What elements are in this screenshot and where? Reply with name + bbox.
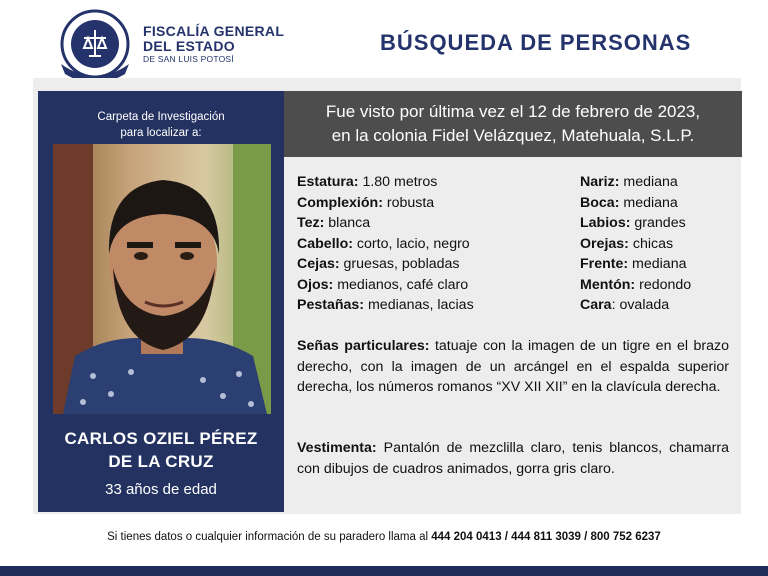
attributes-right [580, 172, 691, 316]
attr-label: Cara [580, 297, 612, 313]
attr-row [580, 193, 691, 214]
attr-row [297, 172, 474, 193]
attr-value: corto, lacio, negro [356, 235, 470, 252]
last-seen-banner [284, 91, 742, 157]
bottom-bar [0, 566, 768, 576]
carpeta-line-2: para localizar a: [120, 127, 202, 139]
attr-label: Ojos: [297, 276, 334, 293]
contact-footer [0, 531, 768, 543]
attr-value: mediana [623, 194, 678, 211]
attr-label: Labios: [580, 215, 631, 231]
attr-row [297, 234, 474, 255]
attr-label: Cabello: [297, 235, 353, 252]
attr-label: Tez: [297, 215, 325, 231]
attr-row [297, 254, 474, 275]
attr-value: mediana [623, 174, 678, 190]
attr-label: Complexión: [297, 194, 383, 211]
attr-value: medianos, café claro [337, 276, 469, 293]
attr-row [297, 193, 474, 214]
org-line-2: DEL ESTADO [143, 38, 235, 54]
attr-value: : ovalada [611, 297, 670, 313]
attr-row [580, 275, 691, 296]
attr-value: mediana [632, 256, 687, 272]
person-name [38, 427, 284, 473]
attr-row [580, 172, 691, 193]
attr-label: Frente: [580, 256, 629, 272]
senas-label: Señas particulares: [297, 338, 430, 354]
attr-label: Cejas: [297, 256, 340, 272]
senas-text: tatuaje con la imagen de un tigre en el brazo derecho, con la imagen de un arcángel en el espalda superior derecha, los números romanos “XV XII XII” en la clavícula derecha. [297, 338, 729, 395]
attr-row [580, 234, 691, 255]
attr-row [580, 254, 691, 275]
vestimenta-label: Vestimenta: [297, 440, 377, 456]
attr-value: robusta [386, 194, 435, 211]
person-name-line-2: DE LA CRUZ [108, 452, 214, 471]
person-name-line-1: CARLOS OZIEL PÉREZ [64, 429, 258, 448]
attr-label: Estatura: [297, 174, 359, 190]
attr-label: Nariz: [580, 174, 620, 190]
attr-value: chicas [632, 235, 674, 252]
attr-value: 1.80 metros [362, 174, 438, 190]
attr-row [297, 295, 474, 316]
attributes-left [297, 172, 474, 316]
attr-row [580, 295, 691, 316]
org-line-1: FISCALÍA GENERAL [143, 23, 285, 39]
carpeta-label [38, 109, 284, 141]
attr-label: Mentón: [580, 276, 636, 293]
attr-label: Pestañas: [297, 297, 365, 313]
attr-value: gruesas, pobladas [343, 256, 460, 272]
person-age: 33 años de edad [105, 481, 217, 498]
clothing-description [297, 438, 729, 479]
attr-row [297, 275, 474, 296]
last-seen-line-1: Fue visto por última vez el 12 de febrero de 2023, [325, 102, 701, 121]
attr-value: medianas, lacias [367, 297, 474, 313]
fiscalia-seal-logo [55, 8, 135, 82]
footer-phones: 444 204 0413 / 444 811 3039 / 800 752 6237 [431, 531, 661, 543]
person-card [38, 91, 284, 512]
last-seen-line-2: en la colonia Fidel Velázquez, Matehuala, S.L.P. [331, 126, 695, 145]
attr-row [297, 213, 474, 234]
footer-text: Si tienes datos o cualquier información de su paradero llama al [107, 531, 432, 543]
carpeta-line-1: Carpeta de Investigación [97, 111, 225, 123]
person-photo [53, 144, 271, 414]
attr-value: redondo [639, 276, 692, 293]
attr-label: Orejas: [580, 235, 629, 252]
distinguishing-marks [297, 336, 729, 398]
attr-row [580, 213, 691, 234]
attr-value: blanca [328, 215, 371, 231]
page-title: BÚSQUEDA DE PERSONAS [380, 30, 692, 55]
attr-value: grandes [634, 215, 686, 231]
vestimenta-text: Pantalón de mezclilla claro, tenis blancos, chamarra con dibujos de cuadros animados, gorra gris claro. [297, 440, 729, 477]
attr-label: Boca: [580, 194, 620, 211]
organization-name [143, 24, 284, 65]
org-line-3: DE SAN LUIS POTOSÍ [143, 54, 234, 64]
